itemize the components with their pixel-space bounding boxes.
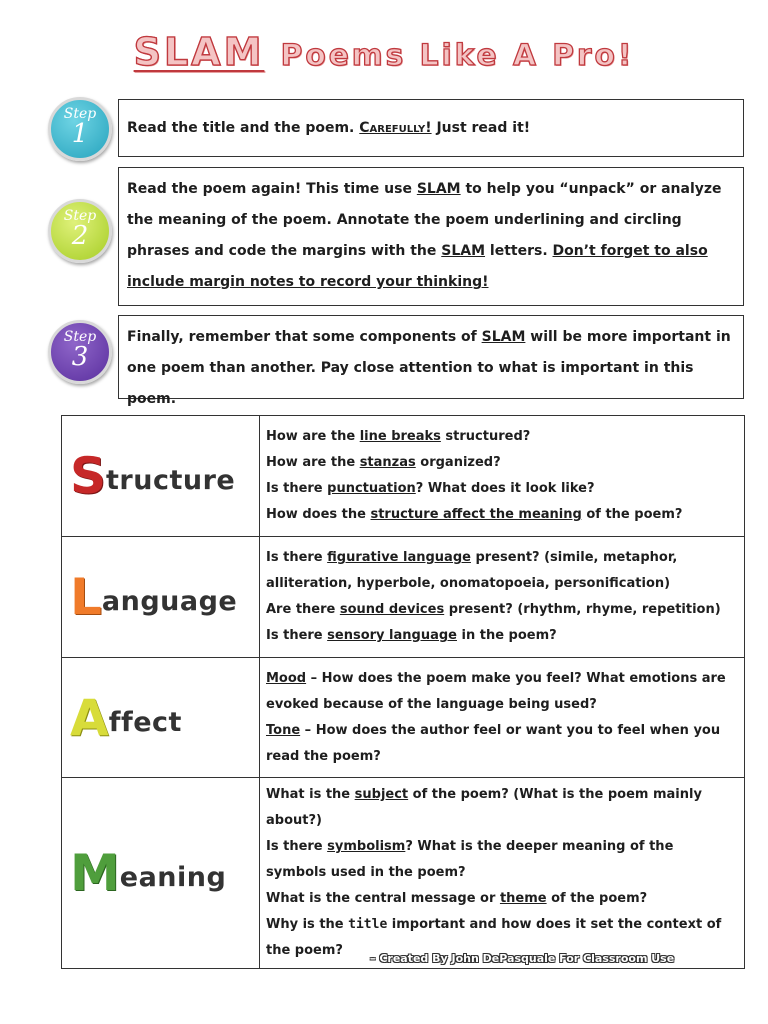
step-2-slam-1: SLAM <box>416 181 461 197</box>
language-heading <box>62 537 260 658</box>
language-q1-a: Is there <box>266 550 328 565</box>
step-2-slam-2: SLAM <box>441 243 486 259</box>
step-1-text-end: Just read it! <box>431 120 531 136</box>
meaning-q3-c: of the poem? <box>546 891 648 906</box>
language-q2-c: present? (rhythm, rhyme, repetition) <box>444 602 721 617</box>
meaning-heading <box>62 778 260 969</box>
step-2-badge-number: 2 <box>71 221 89 251</box>
language-q3-key: sensory language <box>327 628 457 643</box>
slam-table <box>61 415 745 969</box>
structure-q1-c: structured? <box>440 429 531 444</box>
meaning-q1-a: What is the <box>266 787 355 802</box>
step-3-text: Finally, remember that some components of <box>127 329 482 345</box>
language-q1 <box>266 545 738 597</box>
affect-q1-b: – How does the poem make you feel? What emotions are evoked because of the language being used? <box>266 670 726 712</box>
meaning-q3-a: What is the central message or <box>266 891 500 906</box>
meaning-questions <box>260 778 745 969</box>
affect-q1-key: Mood <box>266 670 307 686</box>
structure-q3-a: Is there <box>266 481 328 496</box>
meaning-q1-key: subject <box>354 787 409 802</box>
structure-q4-key: structure affect the meaning <box>370 507 582 522</box>
structure-q3-c: ? What does it look like? <box>415 481 595 496</box>
step-1-badge-number: 1 <box>71 119 89 149</box>
structure-word: tructure <box>106 465 236 496</box>
meaning-word: eaning <box>119 862 227 893</box>
language-letter: L <box>70 568 102 626</box>
step-3-text-end: will be more important in one poem than another. Pay close attention to what is important in this poem. <box>127 329 731 407</box>
language-q2 <box>266 597 738 623</box>
affect-q2 <box>266 718 738 770</box>
step-1-badge-word: Step <box>63 106 97 122</box>
affect-word: ffect <box>108 706 182 738</box>
structure-row <box>62 416 745 537</box>
structure-q1-key: line breaks <box>359 429 441 444</box>
affect-q2-b: – How does the author feel or want you to feel when you read the poem? <box>266 722 721 764</box>
affect-letter: A <box>70 688 109 747</box>
step-3-badge-word: Step <box>63 329 97 345</box>
step-3-badge-number: 3 <box>71 342 89 372</box>
structure-questions <box>260 416 745 537</box>
structure-q2-a: How are the <box>266 455 360 470</box>
meaning-q2-a: Is there <box>266 839 328 854</box>
structure-q2-c: organized? <box>415 455 501 470</box>
language-q1-c: present? (simile, metaphor, alliteration, hyperbole, onomatopoeia, personification) <box>266 550 678 591</box>
meaning-q1-c: of the poem? (What is the poem mainly about?) <box>266 787 702 828</box>
step-2-box <box>118 167 744 306</box>
meaning-q3 <box>266 886 738 912</box>
title-slam: SLAM <box>133 30 265 74</box>
meaning-q4-c: important and how does it set the context of the poem? <box>266 917 722 958</box>
step-3-badge <box>48 320 112 384</box>
structure-q1-a: How are the <box>266 429 360 444</box>
step-2-text: Read the poem again! This time use <box>127 181 417 197</box>
language-q2-a: Are there <box>266 602 340 617</box>
step-2-text-mid2: letters. <box>485 243 553 259</box>
structure-q4-c: of the poem? <box>581 507 683 522</box>
structure-q3-key: punctuation <box>327 481 416 496</box>
affect-q1 <box>266 666 738 718</box>
language-q3-c: in the poem? <box>456 628 557 643</box>
step-2-badge-word: Step <box>63 208 97 224</box>
structure-q1 <box>266 424 738 450</box>
step-1-box <box>118 99 744 157</box>
language-q3 <box>266 623 738 649</box>
step-1-badge <box>48 97 112 161</box>
step-2-badge <box>48 199 112 263</box>
meaning-q2 <box>266 834 738 886</box>
meaning-q1 <box>266 782 738 834</box>
structure-q3 <box>266 476 738 502</box>
language-questions <box>260 537 745 658</box>
language-row <box>62 537 745 658</box>
meaning-letter: M <box>70 844 120 902</box>
meaning-row <box>62 778 745 969</box>
language-q2-key: sound devices <box>339 602 445 617</box>
page-title <box>0 30 768 80</box>
credit-line: – Created By John DePasquale For Classroom Use <box>370 952 675 965</box>
affect-questions <box>260 658 745 778</box>
affect-heading <box>62 658 260 778</box>
structure-q2-key: stanzas <box>359 455 416 470</box>
language-q3-a: Is there <box>266 628 328 643</box>
affect-row <box>62 658 745 778</box>
meaning-q2-c: ? What is the deeper meaning of the symbols used in the poem? <box>266 839 674 880</box>
affect-q2-key: Tone <box>266 722 301 738</box>
structure-q2 <box>266 450 738 476</box>
structure-heading <box>62 416 260 537</box>
step-2-text-mid: to help you “unpack” or analyze the meaning of the poem. Annotate the poem underlining and circling phrases and code the margins with the <box>127 181 722 259</box>
language-word: anguage <box>101 586 238 617</box>
language-q1-key: figurative language <box>327 550 471 565</box>
meaning-q4-key: title <box>348 917 388 932</box>
meaning-q2-key: symbolism <box>327 839 406 854</box>
structure-q4 <box>266 502 738 528</box>
title-rest: Poems Like A Pro! <box>280 37 635 72</box>
step-2-emphasis: Don’t forget to also include margin notes to record your thinking! <box>127 243 708 290</box>
structure-letter: S <box>70 447 107 505</box>
meaning-q3-key: theme <box>499 891 547 906</box>
step-1-emphasis: Carefully! <box>359 120 432 136</box>
structure-q4-a: How does the <box>266 507 371 522</box>
step-3-box <box>118 315 744 407</box>
step-3-slam: SLAM <box>481 329 526 345</box>
step-1-text: Read the title and the poem. <box>127 120 360 136</box>
meaning-q4-a: Why is the <box>266 917 349 932</box>
